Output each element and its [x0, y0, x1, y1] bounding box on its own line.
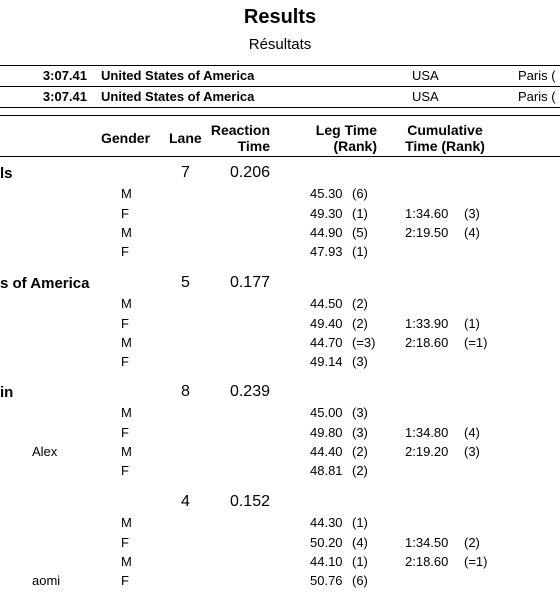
leg-rank: (1) — [352, 206, 368, 221]
leg-time: 49.80 — [310, 425, 343, 440]
team-lane: 5 — [181, 274, 190, 291]
header-cum-line1: Cumulative — [407, 122, 483, 138]
page-title: Results — [243, 6, 317, 28]
team-lane: 4 — [181, 493, 190, 510]
athlete-gender: F — [121, 463, 129, 478]
athlete-gender: M — [121, 335, 132, 350]
leg-rank: (1) — [352, 515, 368, 530]
record-holder: United States of America — [101, 68, 255, 83]
athlete-gender: F — [121, 425, 129, 440]
leg-rank: (3) — [352, 405, 368, 420]
cumulative-rank: (=1) — [464, 554, 488, 569]
header-leg-line2: (Rank) — [333, 138, 377, 154]
leg-time: 49.14 — [310, 354, 343, 369]
cumulative-rank: (3) — [464, 206, 480, 221]
cumulative-rank: (4) — [464, 225, 480, 240]
header-lane: Lane — [169, 130, 202, 146]
cumulative-rank: (4) — [464, 425, 480, 440]
athlete-gender: F — [121, 354, 129, 369]
cumulative-time: 1:34.50 — [405, 535, 449, 550]
leg-time: 48.81 — [310, 463, 343, 478]
leg-time: 47.93 — [310, 244, 343, 259]
team-lane: 7 — [181, 164, 190, 181]
record-time: 3:07.41 — [42, 68, 87, 83]
cumulative-rank: (2) — [464, 535, 480, 550]
athlete-gender: M — [121, 554, 132, 569]
header-reaction-line2: Time — [237, 138, 270, 154]
athlete-gender: M — [121, 296, 132, 311]
leg-time: 49.40 — [310, 316, 343, 331]
header-cum-line2: Time (Rank) — [405, 138, 485, 154]
leg-time: 44.40 — [310, 444, 343, 459]
header-top-rule — [0, 115, 560, 116]
cumulative-time: 1:33.90 — [405, 316, 449, 331]
leg-rank: (1) — [352, 554, 368, 569]
athlete-gender: M — [121, 405, 132, 420]
leg-time: 49.30 — [310, 206, 343, 221]
leg-rank: (2) — [352, 444, 368, 459]
leg-rank: (5) — [352, 225, 368, 240]
leg-time: 45.00 — [310, 405, 343, 420]
header-bottom-rule — [0, 156, 560, 157]
record-place: Paris ( — [518, 89, 556, 104]
athlete-gender: F — [121, 316, 129, 331]
leg-rank: (4) — [352, 535, 368, 550]
team-reaction-time: 0.177 — [229, 274, 270, 291]
team-name: s of America — [0, 275, 90, 292]
records-top-rule — [0, 65, 560, 66]
record-time: 3:07.41 — [42, 89, 87, 104]
leg-rank: (1) — [352, 244, 368, 259]
record-country-code: USA — [412, 89, 439, 104]
leg-time: 44.90 — [310, 225, 343, 240]
athlete-gender: F — [121, 573, 129, 588]
leg-time: 44.70 — [310, 335, 343, 350]
team-name: in — [0, 384, 14, 401]
records-bottom-rule — [0, 107, 560, 108]
record-country-code: USA — [412, 68, 439, 83]
cumulative-time: 2:19.20 — [405, 444, 449, 459]
header-reaction-line1: Reaction — [210, 122, 270, 138]
team-lane: 8 — [181, 383, 190, 400]
athlete-gender: M — [121, 225, 132, 240]
leg-time: 44.30 — [310, 515, 343, 530]
team-reaction-time: 0.206 — [229, 164, 270, 181]
team-reaction-time: 0.239 — [229, 383, 270, 400]
athlete-gender: M — [121, 515, 132, 530]
team-name: ls — [0, 165, 13, 182]
leg-rank: (3) — [352, 354, 368, 369]
leg-rank: (2) — [352, 316, 368, 331]
athlete-gender: F — [121, 244, 129, 259]
athlete-gender: M — [121, 444, 132, 459]
leg-rank: (2) — [352, 296, 368, 311]
leg-time: 44.50 — [310, 296, 343, 311]
record-place: Paris ( — [518, 68, 556, 83]
leg-time: 50.76 — [310, 573, 343, 588]
header-leg-line1: Leg Time — [315, 122, 377, 138]
leg-rank: (3) — [352, 425, 368, 440]
cumulative-time: 2:19.50 — [405, 225, 449, 240]
cumulative-time: 2:18.60 — [405, 335, 449, 350]
page-subtitle: Résultats — [248, 36, 312, 53]
record-holder: United States of America — [101, 89, 255, 104]
athlete-gender: M — [121, 186, 132, 201]
cumulative-time: 1:34.80 — [405, 425, 449, 440]
leg-rank: (6) — [352, 573, 368, 588]
leg-rank: (=3) — [352, 335, 376, 350]
team-reaction-time: 0.152 — [229, 493, 270, 510]
leg-time: 44.10 — [310, 554, 343, 569]
leg-rank: (2) — [352, 463, 368, 478]
athlete-gender: F — [121, 206, 129, 221]
cumulative-rank: (=1) — [464, 335, 488, 350]
leg-time: 50.20 — [310, 535, 343, 550]
header-gender: Gender — [101, 130, 151, 146]
leg-time: 45.30 — [310, 186, 343, 201]
cumulative-rank: (1) — [464, 316, 480, 331]
cumulative-rank: (3) — [464, 444, 480, 459]
athlete-name: aomi — [32, 573, 61, 588]
cumulative-time: 2:18.60 — [405, 554, 449, 569]
records-mid-rule — [0, 86, 560, 87]
athlete-name: Alex — [32, 444, 58, 459]
athlete-gender: F — [121, 535, 129, 550]
leg-rank: (6) — [352, 186, 368, 201]
cumulative-time: 1:34.60 — [405, 206, 449, 221]
